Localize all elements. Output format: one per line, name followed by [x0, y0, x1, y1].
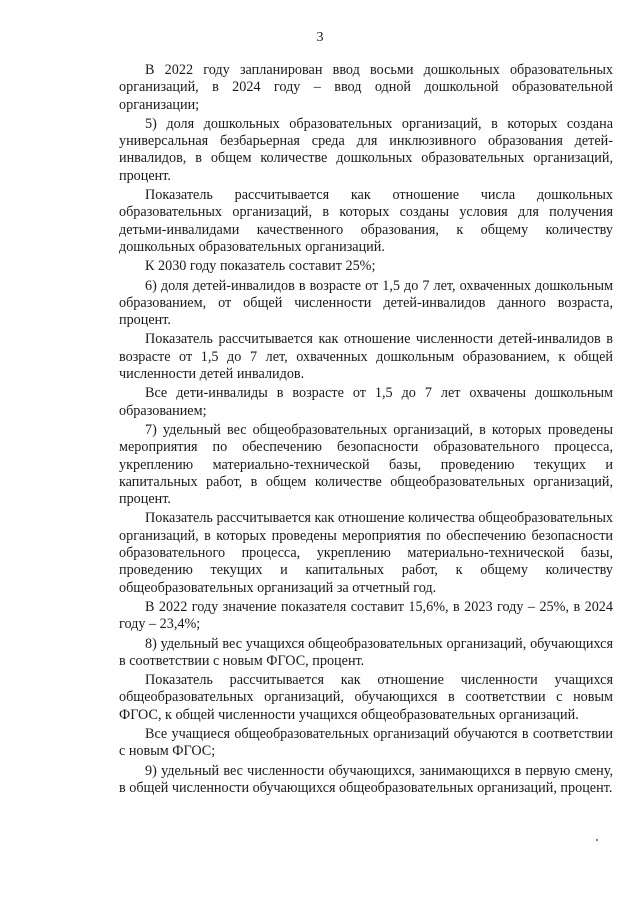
paragraph-indicator-7-method: Показатель рассчитывается как отношение количества общеобразовательных организаций, в которых проведены мероприятия по обеспечению безопасности образовательного процесса, укреплению материально-технической базы, проведению текущих и капитальных работ, к общему количеству общеобразовательных организаций за отчетный год. — [119, 510, 613, 596]
paragraph-indicator-7-target: В 2022 году значение показателя составит 15,6%, в 2023 году – 25%, в 2024 году – 23,4%; — [119, 598, 613, 633]
paragraph-indicator-8: 8) удельный вес учащихся общеобразовательных организаций, обучающихся в соответствии с новым ФГОС, процент. — [119, 635, 613, 669]
paragraph-indicator-8-method: Показатель рассчитывается как отношение численности учащихся общеобразовательных организаций, обучающихся в соответствии с новым ФГОС, к общей численности учащихся общеобразовательных организаций. — [119, 672, 613, 723]
paragraph-indicator-9: 9) удельный вес численности обучающихся, занимающихся в первую смену, в общей численности обучающихся общеобразовательных организаций, процент. — [119, 762, 613, 796]
paragraph-indicator-5: 5) доля дошкольных образовательных организаций, в которых создана универсальная безбарьерная среда для инклюзивного образования детей-инвалидов, в общем количестве дошкольных образовательных организаций, процент. — [119, 115, 613, 184]
paragraph-indicator-6-method: Показатель рассчитывается как отношение численности детей-инвалидов в возрасте от 1,5 до 7 лет, охваченных дошкольным образованием, к общей численности детей инвалидов. — [119, 331, 613, 383]
paragraph-indicator-6: 6) доля детей-инвалидов в возрасте от 1,5 до 7 лет, охваченных дошкольным образованием, от общей численности детей-инвалидов данного возраста, процент. — [119, 277, 613, 329]
paragraph-indicator-5-target: К 2030 году показатель составит 25%; — [145, 258, 376, 275]
document-body — [119, 62, 613, 799]
paragraph-indicator-7: 7) удельный вес общеобразовательных организаций, в которых проведены мероприятия по обеспечению безопасности образовательного процесса, укреплению материально-технической базы, проведению текущих и капитальных работ, в общем количестве общеобразовательных организаций, процент. — [119, 421, 613, 508]
paragraph-indicator-5-method: Показатель рассчитывается как отношение числа дошкольных образовательных организаций, в которых созданы условия для получения детьми-инвалидами качественного образования, к общему количеству дошкольных образовательных организаций. — [119, 187, 613, 255]
paragraph-kindergarten-plan: В 2022 году запланирован ввод восьми дошкольных образовательных организаций, в 2024 году – ввод одной дошкольной образовательной организации; — [119, 62, 613, 113]
paragraph-indicator-8-target: Все учащиеся общеобразовательных организаций обучаются в соответствии с новым ФГОС; — [119, 725, 613, 760]
scan-artifact-dot — [596, 839, 598, 841]
paragraph-indicator-6-target: Все дети-инвалиды в возрасте от 1,5 до 7 лет охвачены дошкольным образованием; — [119, 385, 613, 419]
page-number: 3 — [316, 30, 324, 45]
